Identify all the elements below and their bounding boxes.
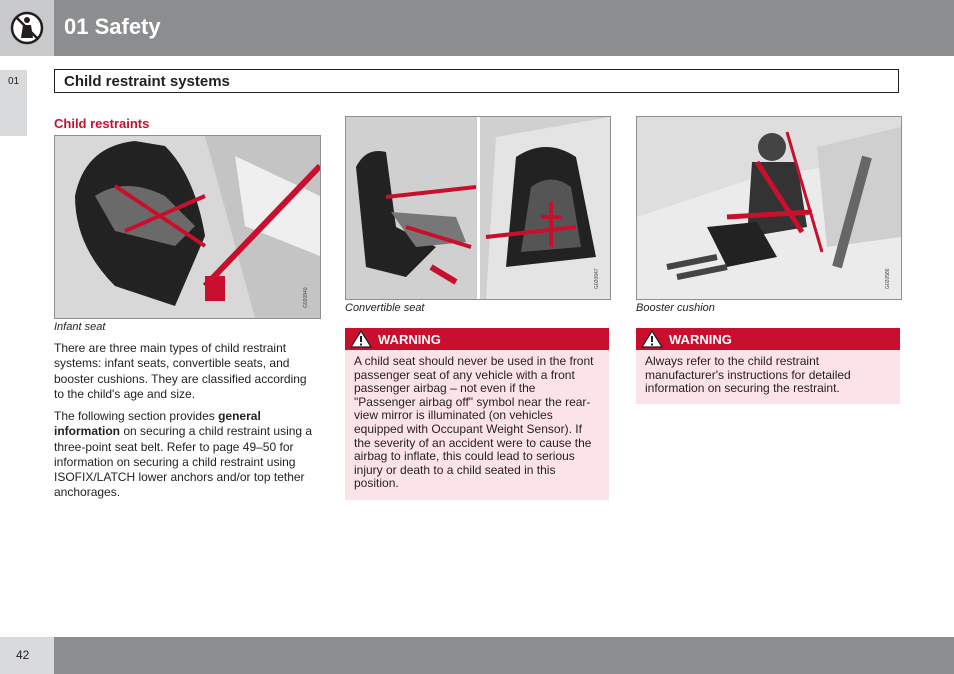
intro-paragraph: There are three main types of child restraint systems: infant seats, convertible seats, and booster cushions. They are classified according to the child's age and size.	[54, 341, 307, 401]
chapter-title: 01 Safety	[64, 14, 161, 39]
booster-cushion-figure	[636, 116, 902, 300]
warning-text: A child seat should never be used in the front passenger seat of any vehicle with a front passenger airbag – not even if the "Passenger airbag off" symbol near the rear-view mirror is illuminated (on vehicles equipped with Occupant Weight Sensor). If the severity of an accident were to cause the airbag to inflate, this could lead to serious injury or death to a child seated in this position.	[354, 354, 594, 491]
booster-cushion-illustration	[637, 117, 901, 299]
warning-header	[345, 328, 609, 350]
warning-box-manufacturer	[636, 328, 900, 404]
booster-figure-code: G020586	[885, 268, 891, 289]
warning-header	[636, 328, 900, 350]
convertible-seat-illustration	[346, 117, 610, 299]
p2-text-bold: general information	[54, 409, 261, 439]
infant-seat-illustration	[55, 136, 320, 318]
p2-text-end: on securing a child restraint using a three-point seat belt. Refer to page 49–50 for information on securing a child restraint using ISOFIX/LATCH lower anchors and/or top tether anchorages.	[54, 424, 313, 500]
subheading-child-restraints: Child restraints	[54, 116, 150, 131]
seatbelt-warning-icon	[10, 11, 44, 45]
convertible-figure-code: G020947	[594, 268, 600, 289]
section-title: Child restraint systems	[64, 73, 230, 90]
infant-figure-code: G020940	[303, 287, 309, 308]
warning-triangle-icon	[350, 330, 372, 348]
warning-box-front-seat	[345, 328, 609, 500]
warning-triangle-icon	[641, 330, 663, 348]
chapter-side-tab	[0, 70, 27, 136]
infant-seat-caption: Infant seat	[54, 321, 106, 333]
general-info-paragraph	[54, 409, 319, 501]
infant-seat-figure	[54, 135, 321, 319]
warning-label: WARNING	[669, 332, 732, 347]
page-number: 42	[16, 648, 30, 662]
p2-text-start: The following section provides	[54, 409, 219, 423]
warning-text: Always refer to the child restraint manufacturer's instructions for detailed information on securing the restraint.	[645, 354, 851, 396]
header-logo-box	[0, 0, 54, 56]
footer-bar	[0, 637, 954, 674]
warning-label: WARNING	[378, 332, 441, 347]
section-title-box	[54, 69, 899, 93]
convertible-seat-figure	[345, 116, 611, 300]
side-tab-label: 01	[7, 76, 20, 87]
convertible-seat-caption: Convertible seat	[345, 302, 425, 314]
booster-cushion-caption: Booster cushion	[636, 302, 715, 314]
